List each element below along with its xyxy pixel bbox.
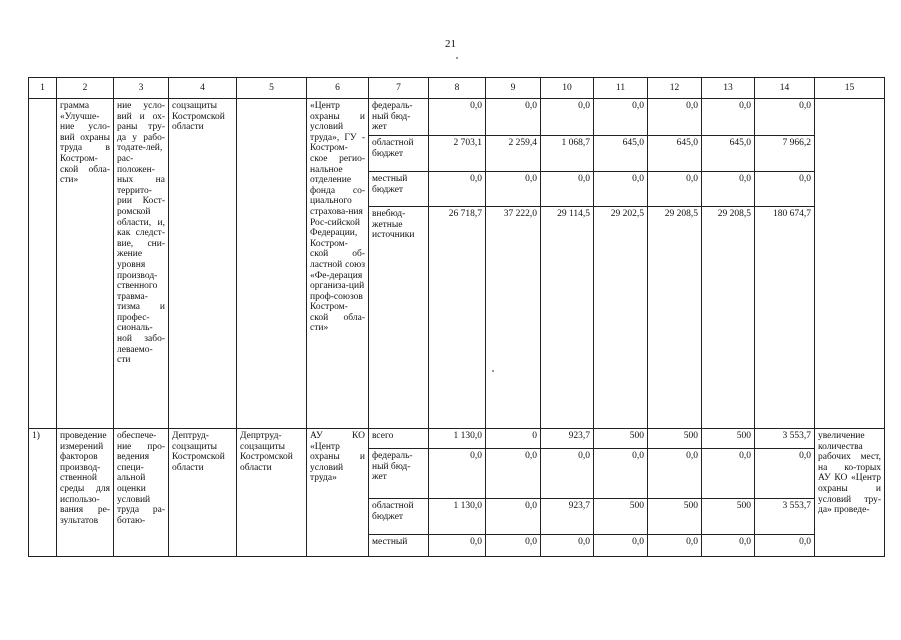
participants-cell: АУ КО «Центр охраны и условий труда» bbox=[307, 429, 369, 557]
column-header: 15 bbox=[815, 78, 885, 99]
column-header: 7 bbox=[369, 78, 429, 99]
amount-cell: 0,0 bbox=[702, 535, 755, 557]
amount-cell: 645,0 bbox=[648, 136, 702, 172]
table-row bbox=[29, 429, 885, 449]
measure-name-cell: проведение измерений факторов производ-ственной среды для использо-вания ре-зультатов bbox=[57, 429, 114, 557]
funding-source-cell: федераль-ный бюд-жет bbox=[369, 99, 429, 136]
program-name-cell: грамма «Улучше-ние усло-вий охраны труда в Костром-ской обла-сти» bbox=[57, 99, 114, 429]
row-number-cell bbox=[29, 99, 57, 429]
column-header: 9 bbox=[486, 78, 541, 99]
page-number: 21 bbox=[445, 38, 456, 50]
amount-cell: 0 bbox=[486, 429, 541, 449]
scan-speck bbox=[456, 57, 458, 59]
total-amount-cell: 180 674,7 bbox=[755, 207, 815, 429]
amount-cell: 923,7 bbox=[541, 499, 594, 535]
amount-cell: 0,0 bbox=[486, 449, 541, 499]
amount-cell: 29 202,5 bbox=[594, 207, 648, 429]
scan-speck bbox=[492, 370, 494, 372]
amount-cell: 26 718,7 bbox=[429, 207, 486, 429]
amount-cell: 500 bbox=[594, 429, 648, 449]
amount-cell: 29 114,5 bbox=[541, 207, 594, 429]
amount-cell: 645,0 bbox=[594, 136, 648, 172]
amount-cell: 500 bbox=[702, 499, 755, 535]
amount-cell: 0,0 bbox=[648, 99, 702, 136]
table-row bbox=[29, 99, 885, 136]
total-amount-cell: 0,0 bbox=[755, 535, 815, 557]
amount-cell: 1 130,0 bbox=[429, 429, 486, 449]
funding-source-cell: областной бюджет bbox=[369, 499, 429, 535]
expected-result-cell: увеличение количества рабочих мест, на ко-торых АУ КО «Центр охраны и условий тру-да» проведе- bbox=[815, 429, 885, 557]
amount-cell: 2 703,1 bbox=[429, 136, 486, 172]
participants-cell: «Центр охраны и условий труда», ГУ - Костром-ское регио-нальное отделение фонда со-циального страхова-ния Рос-сийской Федерации, Костром-ской об-ластной союз «Фе-дерация организа-ций проф-союзов Костром-ской обла-сти» bbox=[307, 99, 369, 429]
amount-cell: 645,0 bbox=[702, 136, 755, 172]
amount-cell: 0,0 bbox=[429, 172, 486, 207]
amount-cell: 0,0 bbox=[541, 99, 594, 136]
amount-cell: 0,0 bbox=[486, 499, 541, 535]
amount-cell: 0,0 bbox=[702, 99, 755, 136]
amount-cell: 0,0 bbox=[486, 535, 541, 557]
amount-cell: 29 208,5 bbox=[648, 207, 702, 429]
total-amount-cell: 3 553,7 bbox=[755, 499, 815, 535]
column-header: 2 bbox=[57, 78, 114, 99]
amount-cell: 0,0 bbox=[702, 449, 755, 499]
amount-cell: 500 bbox=[648, 499, 702, 535]
coexecutor-cell: Депртруд-соцзащиты Костромской области bbox=[237, 429, 307, 557]
column-header: 10 bbox=[541, 78, 594, 99]
amount-cell: 2 259,4 bbox=[486, 136, 541, 172]
amount-cell: 500 bbox=[648, 429, 702, 449]
column-header: 4 bbox=[169, 78, 237, 99]
amount-cell: 0,0 bbox=[429, 449, 486, 499]
row-number-cell: 1) bbox=[29, 429, 57, 557]
funding-source-cell: местный бюджет bbox=[369, 172, 429, 207]
amount-cell: 37 222,0 bbox=[486, 207, 541, 429]
amount-cell: 1 068,7 bbox=[541, 136, 594, 172]
funding-source-cell: местный bbox=[369, 535, 429, 557]
total-amount-cell: 0,0 bbox=[755, 99, 815, 136]
funding-source-cell: областной бюджет bbox=[369, 136, 429, 172]
column-header: 14 bbox=[755, 78, 815, 99]
amount-cell: 0,0 bbox=[648, 172, 702, 207]
total-amount-cell: 0,0 bbox=[755, 449, 815, 499]
column-header: 5 bbox=[237, 78, 307, 99]
coexecutor-cell bbox=[237, 99, 307, 429]
amount-cell: 500 bbox=[702, 429, 755, 449]
total-amount-cell: 3 553,7 bbox=[755, 429, 815, 449]
amount-cell: 923,7 bbox=[541, 429, 594, 449]
funding-source-cell: внебюд-жетные источники bbox=[369, 207, 429, 429]
amount-cell: 0,0 bbox=[541, 449, 594, 499]
column-header: 12 bbox=[648, 78, 702, 99]
amount-cell: 0,0 bbox=[429, 535, 486, 557]
amount-cell: 29 208,5 bbox=[702, 207, 755, 429]
amount-cell: 0,0 bbox=[486, 172, 541, 207]
measure-goal-cell: обеспече-ние про-ведения специ-альной оценки условий труда ра-ботаю- bbox=[114, 429, 169, 557]
total-amount-cell: 0,0 bbox=[755, 172, 815, 207]
amount-cell: 0,0 bbox=[486, 99, 541, 136]
column-header-row bbox=[29, 78, 885, 99]
amount-cell: 0,0 bbox=[594, 449, 648, 499]
column-header: 11 bbox=[594, 78, 648, 99]
column-header: 13 bbox=[702, 78, 755, 99]
amount-cell: 0,0 bbox=[541, 535, 594, 557]
amount-cell: 0,0 bbox=[594, 172, 648, 207]
funding-source-cell: всего bbox=[369, 429, 429, 449]
amount-cell: 0,0 bbox=[594, 99, 648, 136]
amount-cell: 0,0 bbox=[594, 535, 648, 557]
budget-table bbox=[28, 77, 885, 557]
responsible-executor-cell: соцзащиты Костромской области bbox=[169, 99, 237, 429]
amount-cell: 0,0 bbox=[541, 172, 594, 207]
amount-cell: 0,0 bbox=[429, 99, 486, 136]
column-header: 3 bbox=[114, 78, 169, 99]
column-header: 1 bbox=[29, 78, 57, 99]
column-header: 8 bbox=[429, 78, 486, 99]
amount-cell: 1 130,0 bbox=[429, 499, 486, 535]
amount-cell: 500 bbox=[594, 499, 648, 535]
program-goal-cell: ние усло-вий и ох-раны тру-да у рабо-тодате-лей, рас-положен-ных на террито-рии Кост-ромской области, и, как следст-вие, сни-жение уровня производ-ственного травма-тизма и профес-сиональ-ной забо-леваемо-сти bbox=[114, 99, 169, 429]
funding-source-cell: федераль-ный бюд-жет bbox=[369, 449, 429, 499]
total-amount-cell: 7 966,2 bbox=[755, 136, 815, 172]
amount-cell: 0,0 bbox=[648, 535, 702, 557]
responsible-executor-cell: Дептруд-соцзащиты Костромской области bbox=[169, 429, 237, 557]
column-header: 6 bbox=[307, 78, 369, 99]
amount-cell: 0,0 bbox=[648, 449, 702, 499]
expected-result-cell bbox=[815, 99, 885, 429]
amount-cell: 0,0 bbox=[702, 172, 755, 207]
